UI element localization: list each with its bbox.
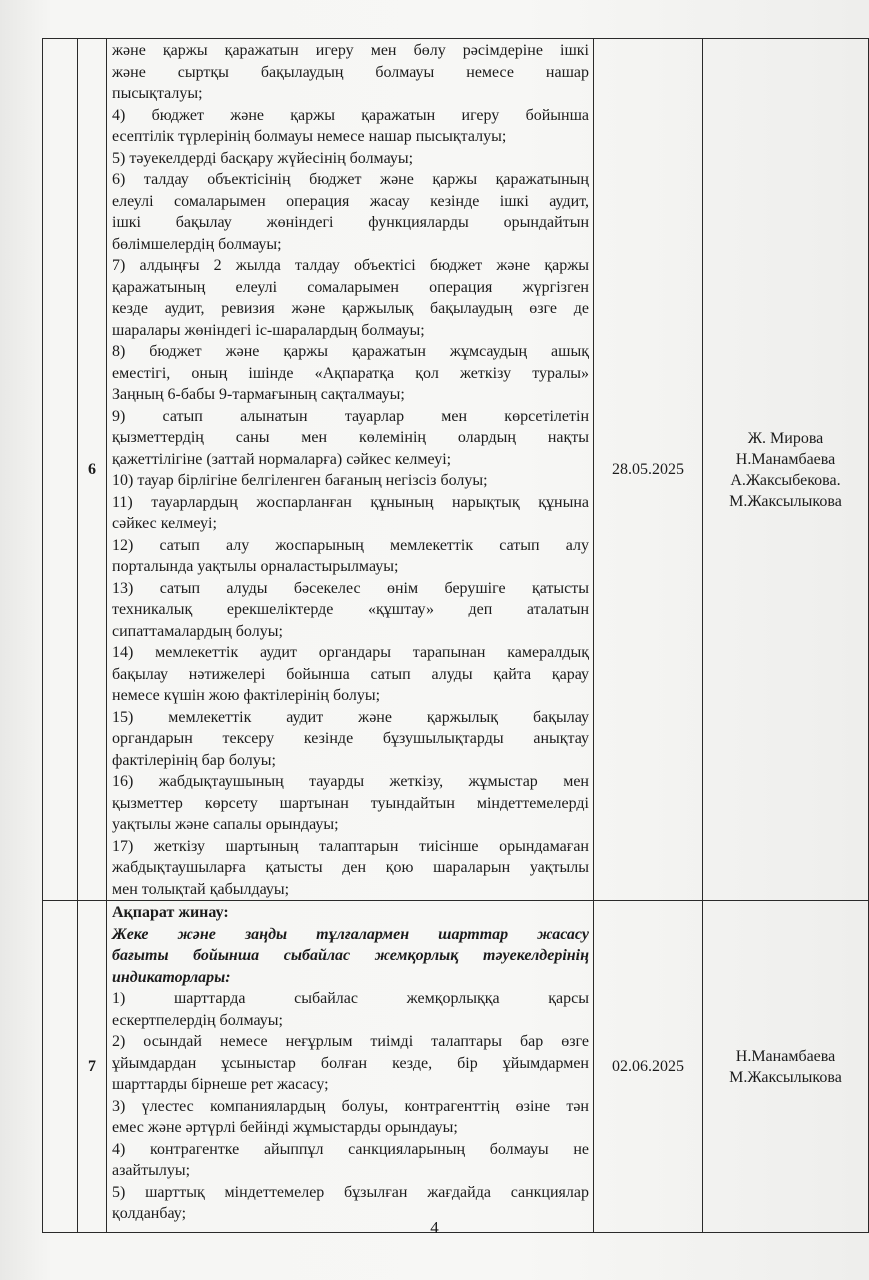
text-line: сәйкес келмеуі;	[112, 515, 217, 532]
responsible-name: А.Жаксыбекова.	[730, 471, 841, 489]
page-number: 4	[430, 1218, 439, 1237]
text-line: 4) контрагентке айыппұл санкцияларының болмауы не	[112, 1140, 589, 1158]
text-line: фактілерінің бар болуы;	[112, 751, 276, 769]
text-line: 3) үлестес компаниялардың болуы, контрагенттің өзіне тән	[112, 1097, 589, 1115]
text-line: бөлімшелердің болмауы;	[112, 235, 282, 253]
text-line: шаралары жөніндегі іс-шаралардың болмауы;	[112, 321, 425, 339]
text-line: елеулі сомаларымен операция жасау кезінде ішкі аудит,	[112, 192, 589, 210]
text-line: 5) тәуекелдерді басқару жүйесінің болмауы;	[112, 149, 414, 167]
text-line: кезде аудит, ревизия және қаржылық бақылаудың өзге де	[112, 300, 589, 317]
text-line: индикаторлары:	[112, 968, 231, 986]
text-line: және қаржы қаражатын игеру мен бөлу рәсімдеріне ішкі	[112, 42, 589, 59]
responsible-list	[703, 428, 868, 512]
text-line: Жеке және заңды тұлғалармен шарттар жасасу	[112, 925, 589, 943]
text-line: 17) жеткізу шартының талаптарын тиісінше орындамаған	[112, 837, 589, 855]
text-line: ескертпелердің болмауы;	[112, 1011, 283, 1029]
text-line: 16) жабдықтаушының тауарды жеткізу, жұмыстар мен	[112, 773, 589, 790]
text-line: қажеттілігіне (заттай нормаларға) сәйкес келмеуі;	[112, 450, 452, 468]
table-row	[43, 901, 869, 1233]
text-line: емес және әртүрлі бейінді жұмыстарды орындауы;	[112, 1119, 458, 1136]
text-line: 10) тауар бірлігіне белгіленген бағаның негізсіз болуы;	[112, 472, 488, 489]
text-line: бақылау нәтижелері бойынша сатып алуды қайта қарау	[112, 665, 589, 683]
responsible-name: Н.Манамбаева	[735, 1047, 836, 1065]
text-line: және сыртқы бақылаудың болмауы немесе нашар	[112, 63, 589, 81]
text-line: 9) сатып алынатын тауарлар мен көрсетілетін	[112, 407, 589, 425]
text-line: қызметтердің саны мен көлемінің олардың нақты	[112, 429, 589, 446]
text-line: органдарын тексеру кезінде бұзушылықтарды анықтау	[112, 730, 589, 747]
text-line: ұйымдардан ұсыныстар болған кезде, бір ұйымдармен	[112, 1054, 589, 1072]
text-line: қызметтер көрсету шартынан туындайтын міндеттемелерді	[112, 794, 589, 812]
text-line: техникалық ерекшеліктерде «құштау» деп аталатын	[112, 601, 589, 618]
table-row	[43, 39, 869, 901]
text-line: қолданбау;	[112, 1205, 187, 1222]
text-line: шарттарды бірнеше рет жасасу;	[112, 1076, 329, 1093]
text-line: 6) талдау объектісінің бюджет және қаржы қаражатының	[112, 171, 589, 188]
description-lines	[112, 40, 589, 900]
responsible-name: М.Жаксылыкова	[729, 1068, 842, 1086]
text-line: еместігі, оның ішінде «Ақпаратқа қол жеткізу туралы»	[112, 364, 589, 382]
deadline-date: 28.05.2025	[594, 39, 703, 901]
text-line: 5) шарттық міндеттемелер бұзылған жағдайда санкциялар	[112, 1183, 589, 1201]
section-subheading	[112, 924, 589, 989]
row-number: 6	[78, 39, 107, 901]
text-line: есептілік түрлерінің болмауы немесе нашар пысықталуы;	[112, 128, 507, 145]
text-line: мен толықтай қабылдауы;	[112, 880, 290, 898]
text-line: 15) мемлекеттік аудит және қаржылық бақылау	[112, 708, 589, 726]
text-line: уақтылы және сапалы орындауы;	[112, 816, 339, 833]
text-line: 13) сатып алуды бәсекелес өнім берушіге қатысты	[112, 579, 589, 597]
text-line: Заңның 6-бабы 9-тармағының сақталмауы;	[112, 386, 405, 403]
responsible-list	[703, 1046, 868, 1088]
text-line: немесе күшін жою фактілерінің болуы;	[112, 687, 381, 704]
description-lines	[112, 988, 589, 1225]
text-line: сипаттамалардың болуы;	[112, 622, 283, 640]
measure-description	[107, 901, 594, 1233]
responsible-persons	[703, 39, 869, 901]
text-line: қаражатының елеулі сомаларымен операция жүргізген	[112, 278, 589, 296]
text-line: порталында уақтылы орналастырылмауы;	[112, 558, 399, 575]
blank-cell	[43, 39, 78, 901]
text-line: ішкі бақылау жөніндегі функцияларды орындайтын	[112, 214, 589, 231]
text-line: 11) тауарлардың жоспарланған құнының нарықтық құнына	[112, 493, 589, 511]
text-line: 2) осындай немесе неғұрлым тиімді талаптары бар өзге	[112, 1033, 589, 1050]
blank-cell	[43, 901, 78, 1233]
deadline-date: 02.06.2025	[594, 901, 703, 1233]
section-heading: Ақпарат жинау:	[112, 904, 229, 921]
row-number: 7	[78, 901, 107, 1233]
measure-description	[107, 39, 594, 901]
text-line: 7) алдыңғы 2 жылда талдау объектісі бюджет және қаржы	[112, 257, 589, 274]
responsible-persons	[703, 901, 869, 1233]
text-line: 12) сатып алу жоспарының мемлекеттік сатып алу	[112, 536, 589, 554]
text-line: бағыты бойынша сыбайлас жемқорлық тәуекелдерінің	[112, 947, 589, 964]
text-line: 4) бюджет және қаржы қаражатын игеру бойынша	[112, 106, 589, 124]
text-line: 8) бюджет және қаржы қаражатын жұмсаудың ашық	[112, 343, 589, 360]
text-line: пысықталуы;	[112, 85, 203, 102]
plan-table	[42, 38, 869, 1233]
responsible-name: Н.Манамбаева	[735, 450, 836, 468]
text-line: жабдықтаушыларға қатысты ден қою шараларын уақтылы	[112, 859, 589, 876]
text-line: азайтылуы;	[112, 1162, 191, 1179]
responsible-name: М.Жаксылыкова	[729, 492, 842, 510]
text-line: 1) шарттарда сыбайлас жемқорлыққа қарсы	[112, 990, 589, 1007]
responsible-name: Ж. Мирова	[747, 429, 824, 447]
text-line: 14) мемлекеттік аудит органдары тарапынан камералдық	[112, 644, 589, 661]
